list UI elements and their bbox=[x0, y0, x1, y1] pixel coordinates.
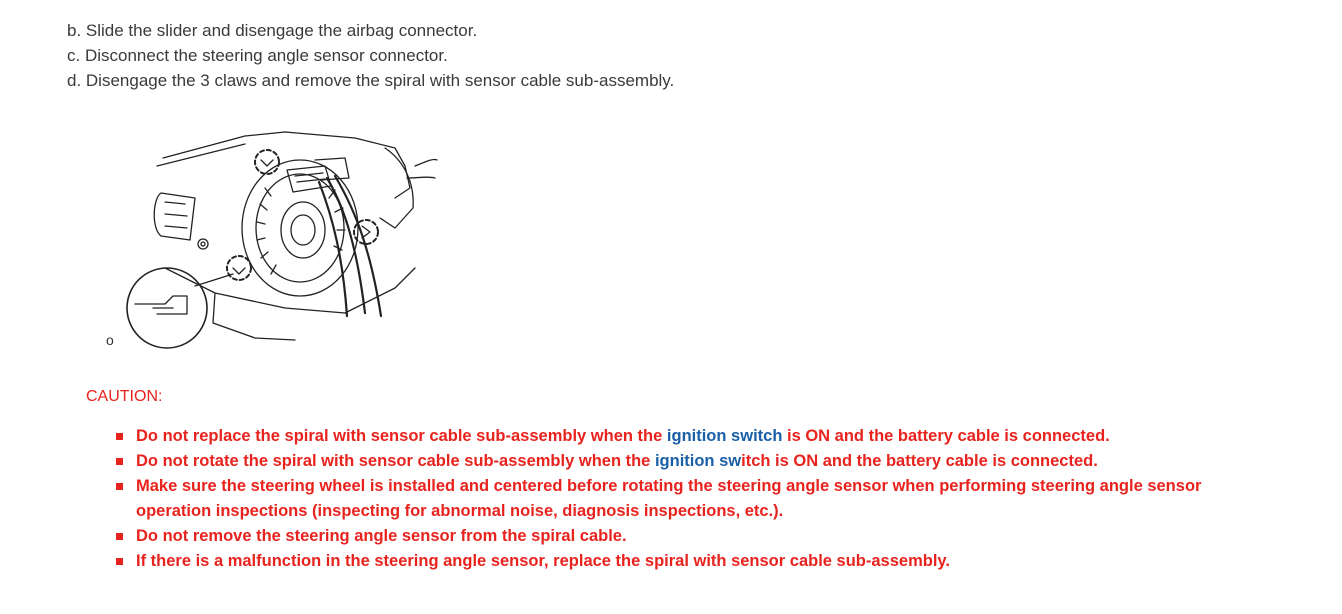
step-d: d. Disengage the 3 claws and remove the spiral with sensor cable sub-assembly. bbox=[67, 71, 675, 90]
step-b: b. Slide the slider and disengage the airbag connector. bbox=[67, 21, 478, 40]
claw-left bbox=[227, 256, 251, 280]
caution-item: Do not replace the spiral with sensor cable sub-assembly when the ignition switch is ON and the battery cable is connected. bbox=[116, 424, 1226, 449]
claw-top bbox=[255, 150, 279, 174]
caution-item: If there is a malfunction in the steering angle sensor, replace the spiral with sensor cable sub-assembly. bbox=[116, 549, 1226, 574]
bullet-icon bbox=[116, 458, 123, 465]
spiral-ring-outer bbox=[242, 160, 358, 296]
caution-item: Do not remove the steering angle sensor from the spiral cable. bbox=[116, 524, 1226, 549]
caution-item: Make sure the steering wheel is installed and centered before rotating the steering angle sensor when performing steering angle sensor operation inspections (inspecting for abnormal noise, diagnosis inspections, etc.). bbox=[116, 474, 1226, 524]
figure-id: o bbox=[106, 332, 114, 348]
caution-list bbox=[116, 424, 1226, 574]
caution-title: CAUTION: bbox=[86, 388, 163, 405]
procedure-steps bbox=[67, 18, 674, 93]
column-housing bbox=[163, 132, 410, 198]
caution-item: Do not rotate the spiral with sensor cable sub-assembly when the ignition switch is ON and the battery cable is connected. bbox=[116, 449, 1226, 474]
step-c: c. Disconnect the steering angle sensor connector. bbox=[67, 46, 448, 65]
spiral-ring-inner bbox=[256, 174, 344, 282]
bullet-icon bbox=[116, 433, 123, 440]
bullet-icon bbox=[116, 483, 123, 490]
bullet-icon bbox=[116, 533, 123, 540]
bullet-icon bbox=[116, 558, 123, 565]
spiral-cable-drawing bbox=[95, 118, 455, 353]
ignition-switch-link[interactable]: ignition switch bbox=[666, 427, 783, 445]
ignition-switch-link[interactable]: ignition sw bbox=[654, 452, 742, 470]
left-switch bbox=[154, 193, 195, 240]
spiral-cable-illustration bbox=[95, 118, 455, 353]
